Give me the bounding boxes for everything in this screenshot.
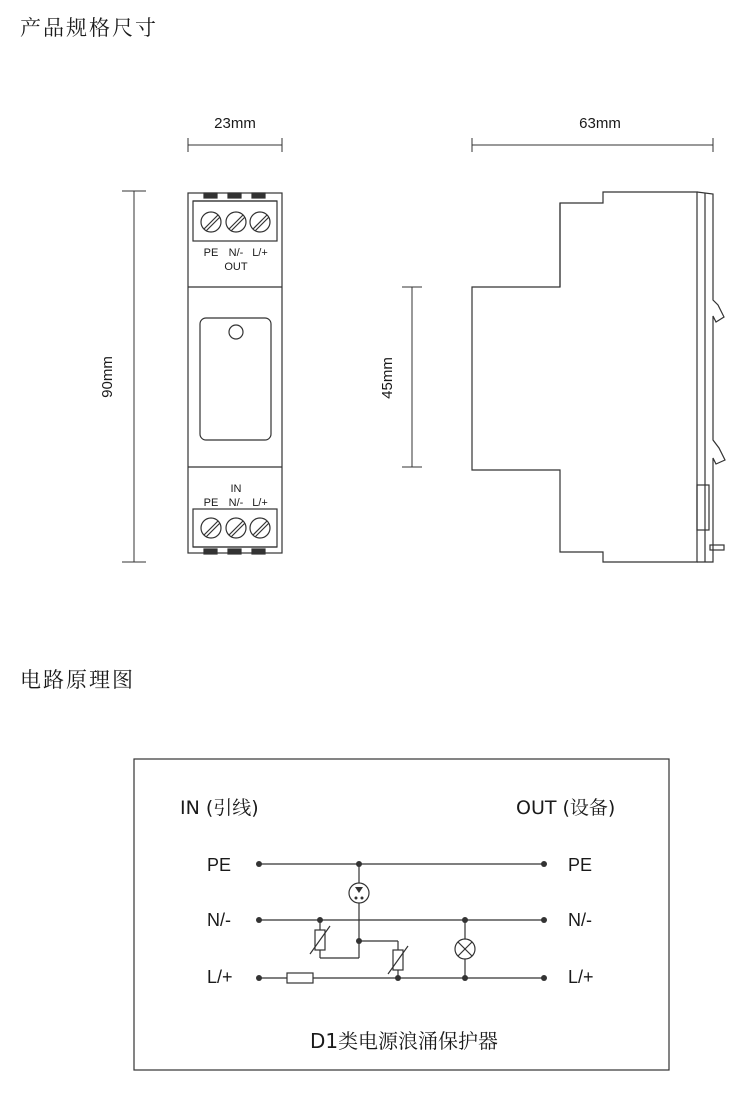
top-terminal-n: N/- <box>228 247 244 259</box>
top-terminal-pe: PE <box>203 247 219 259</box>
dimensions-section-title: 产品规格尺寸 <box>20 16 158 40</box>
width-label: 23mm <box>214 115 256 132</box>
height-label: 90mm <box>99 356 116 398</box>
rail-label: 45mm <box>379 357 396 399</box>
in-line-n: N/- <box>207 910 231 930</box>
side-view <box>472 192 725 562</box>
bottom-terminal-n: N/- <box>228 497 244 509</box>
rail-dimension <box>402 287 422 467</box>
out-line-pe: PE <box>568 855 593 875</box>
top-group-label: OUT <box>224 261 248 273</box>
width-dimension <box>188 138 282 152</box>
gdt-marks <box>355 887 364 900</box>
depth-label: 63mm <box>579 115 621 132</box>
bottom-terminal-l: L/+ <box>252 497 268 509</box>
circuit-wiring <box>259 864 544 983</box>
fuse-symbol <box>287 973 313 983</box>
out-line-n: N/- <box>568 910 592 930</box>
out-line-l: L/+ <box>568 967 594 987</box>
bottom-terminal-screws <box>201 518 270 538</box>
bottom-terminal-pe: PE <box>203 497 219 509</box>
in-line-l: L/+ <box>207 967 233 987</box>
junction-dots <box>256 861 547 981</box>
top-terminal-screws <box>201 212 270 232</box>
top-terminal-l: L/+ <box>252 247 268 259</box>
depth-dimension <box>472 138 713 152</box>
out-header: OUT (设备) <box>516 797 616 819</box>
circuit-caption: D1类电源浪涌保护器 <box>309 1029 499 1053</box>
height-dimension <box>122 191 146 562</box>
in-header: IN (引线) <box>180 797 259 819</box>
circuit-diagram <box>0 684 750 1104</box>
in-line-pe: PE <box>207 855 232 875</box>
bottom-group-label: IN <box>230 483 242 495</box>
circuit-section-title: 电路原理图 <box>20 668 135 692</box>
